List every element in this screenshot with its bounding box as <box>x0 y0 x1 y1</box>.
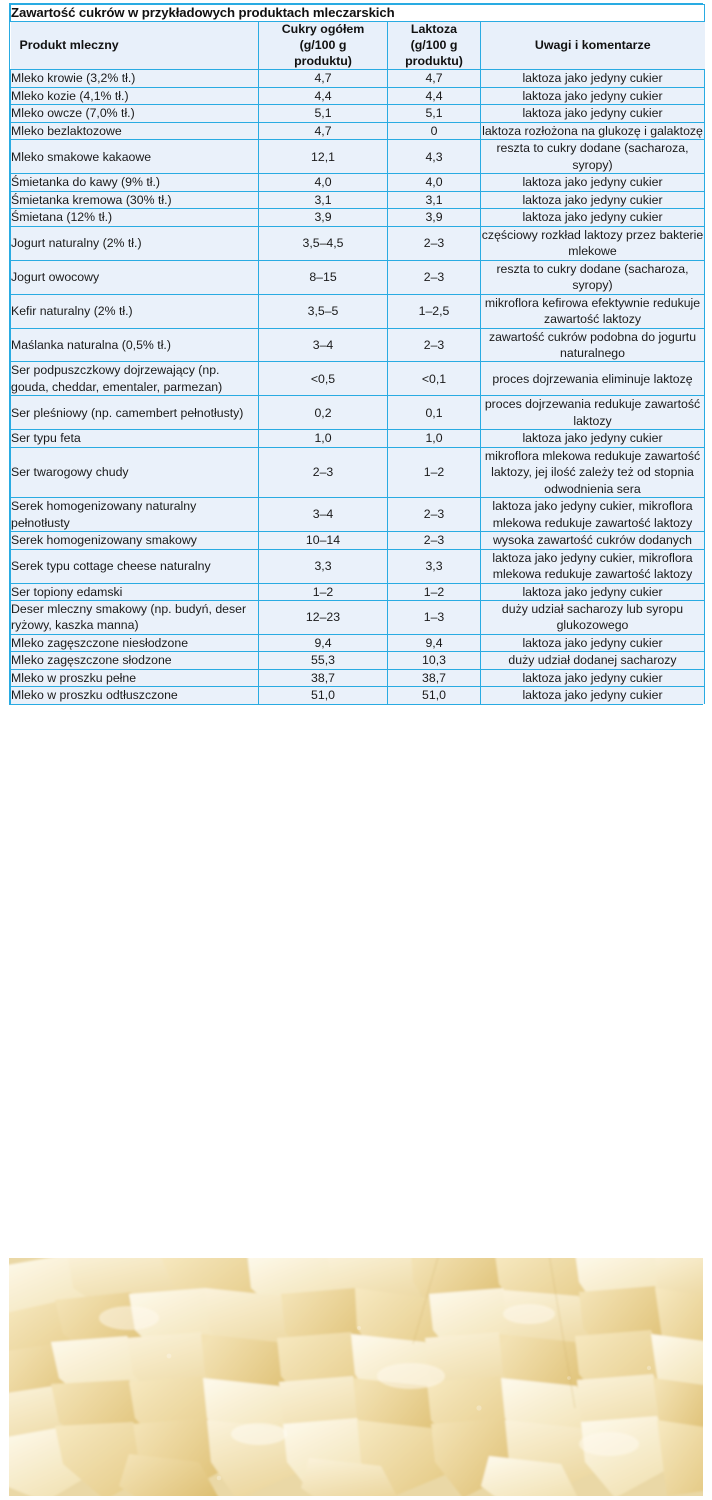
column-header-total-sugars <box>259 21 388 70</box>
table-row <box>11 669 705 686</box>
cell-notes: wysoka zawartość cukrów dodanych <box>481 532 705 549</box>
cell-total-sugars: 4,4 <box>259 87 388 104</box>
cell-product: Śmietanka kremowa (30% tł.) <box>11 191 259 208</box>
cell-notes: reszta to cukry dodane (sacharoza, syropy) <box>481 260 705 294</box>
cell-total-sugars: 3,1 <box>259 191 388 208</box>
table-header-row <box>11 21 705 70</box>
header-line-2: (g/100 g <box>299 37 347 52</box>
cell-product: Ser podpuszczkowy dojrzewający (np. gouda, cheddar, ementaler, parmezan) <box>11 362 259 396</box>
cell-notes: laktoza jako jedyny cukier <box>481 669 705 686</box>
table-row <box>11 396 705 430</box>
cell-product: Serek typu cottage cheese naturalny <box>11 549 259 583</box>
cell-notes: laktoza jako jedyny cukier <box>481 634 705 651</box>
sugar-table-container <box>9 3 703 705</box>
column-header-lactose <box>388 21 481 70</box>
cell-product: Mleko bezlaktozowe <box>11 122 259 139</box>
cell-lactose: 1–2 <box>388 583 481 600</box>
cell-notes: proces dojrzewania redukuje zawartość laktozy <box>481 396 705 430</box>
table-row <box>11 226 705 260</box>
cell-notes: laktoza jako jedyny cukier, mikroflora mlekowa redukuje zawartość laktozy <box>481 498 705 532</box>
cell-lactose: 3,3 <box>388 549 481 583</box>
table-row <box>11 430 705 447</box>
cell-total-sugars: 2–3 <box>259 447 388 497</box>
cell-lactose: 10,3 <box>388 652 481 669</box>
cell-product: Mleko w proszku odtłuszczone <box>11 687 259 704</box>
cell-lactose: 1,0 <box>388 430 481 447</box>
table-row <box>11 601 705 635</box>
table-body <box>11 70 705 704</box>
table-row <box>11 532 705 549</box>
cell-total-sugars: 3–4 <box>259 328 388 362</box>
table-row <box>11 294 705 328</box>
cell-notes: laktoza jako jedyny cukier <box>481 191 705 208</box>
header-line-3: produktu) <box>294 53 352 68</box>
cell-product: Kefir naturalny (2% tł.) <box>11 294 259 328</box>
table-row <box>11 549 705 583</box>
cell-product: Mleko smakowe kakaowe <box>11 140 259 174</box>
table-row <box>11 583 705 600</box>
table-title-row <box>11 5 705 22</box>
cell-lactose: 4,4 <box>388 87 481 104</box>
cell-product: Ser topiony edamski <box>11 583 259 600</box>
cell-lactose: 2–3 <box>388 532 481 549</box>
cell-lactose: 0 <box>388 122 481 139</box>
column-header-product: Produkt mleczny <box>11 21 259 70</box>
cell-notes: laktoza jako jedyny cukier <box>481 430 705 447</box>
cell-notes: mikroflora kefirowa efektywnie redukuje zawartość laktozy <box>481 294 705 328</box>
cell-lactose: 51,0 <box>388 687 481 704</box>
cell-product: Serek homogenizowany smakowy <box>11 532 259 549</box>
column-header-notes: Uwagi i komentarze <box>481 21 705 70</box>
cell-product: Serek homogenizowany naturalny pełnotłusty <box>11 498 259 532</box>
cell-notes: mikroflora mlekowa redukuje zawartość laktozy, jej ilość zależy też od stopnia odwodnienia sera <box>481 447 705 497</box>
cell-lactose: 38,7 <box>388 669 481 686</box>
table-row <box>11 362 705 396</box>
cell-notes: laktoza jako jedyny cukier, mikroflora mlekowa redukuje zawartość laktozy <box>481 549 705 583</box>
cell-total-sugars: 8–15 <box>259 260 388 294</box>
cell-product: Mleko owcze (7,0% tł.) <box>11 105 259 122</box>
cell-product: Jogurt owocowy <box>11 260 259 294</box>
cell-notes: częściowy rozkład laktozy przez bakterie mlekowe <box>481 227 704 259</box>
cell-lactose: <0,1 <box>388 362 481 396</box>
cell-total-sugars: 3–4 <box>259 498 388 532</box>
cell-lactose: 2–3 <box>388 328 481 362</box>
cell-total-sugars: 12,1 <box>259 140 388 174</box>
cell-lactose: 1–3 <box>388 601 481 635</box>
table-row <box>11 87 705 104</box>
table-row <box>11 191 705 208</box>
cell-lactose: 4,0 <box>388 174 481 191</box>
cell-product: Mleko kozie (4,1% tł.) <box>11 87 259 104</box>
cell-product: Śmietanka do kawy (9% tł.) <box>11 174 259 191</box>
cell-lactose: 0,1 <box>388 396 481 430</box>
cell-total-sugars: 4,7 <box>259 70 388 87</box>
table-row <box>11 140 705 174</box>
cell-lactose: 2–3 <box>388 226 481 260</box>
cell-product: Śmietana (12% tł.) <box>11 209 259 226</box>
cell-notes: laktoza jako jedyny cukier <box>481 209 705 226</box>
header-line-3: produktu) <box>405 53 463 68</box>
cell-lactose: 4,7 <box>388 70 481 87</box>
cell-notes: laktoza jako jedyny cukier <box>481 687 705 704</box>
cell-total-sugars: 51,0 <box>259 687 388 704</box>
sugar-content-table <box>10 4 705 704</box>
cell-total-sugars: 0,2 <box>259 396 388 430</box>
cell-total-sugars: 5,1 <box>259 105 388 122</box>
cell-total-sugars: 3,9 <box>259 209 388 226</box>
cell-total-sugars: 55,3 <box>259 652 388 669</box>
cell-total-sugars: 38,7 <box>259 669 388 686</box>
cell-notes: laktoza jako jedyny cukier <box>481 70 705 87</box>
cheese-photo <box>9 1258 703 1496</box>
cell-total-sugars: 3,3 <box>259 549 388 583</box>
table-row <box>11 498 705 532</box>
table-row <box>11 634 705 651</box>
table-row <box>11 328 705 362</box>
cell-total-sugars: 12–23 <box>259 601 388 635</box>
cell-lactose: 4,3 <box>388 140 481 174</box>
table-row <box>11 447 705 497</box>
cell-notes: proces dojrzewania eliminuje laktozę <box>481 362 705 396</box>
cell-product: Deser mleczny smakowy (np. budyń, deser ryżowy, kaszka manna) <box>11 601 259 635</box>
table-row <box>11 70 705 87</box>
cell-lactose: 3,9 <box>388 209 481 226</box>
cell-product: Jogurt naturalny (2% tł.) <box>11 226 259 260</box>
cell-notes: duży udział sacharozy lub syropu glukozowego <box>481 601 705 635</box>
table-row <box>11 687 705 704</box>
cell-lactose: 9,4 <box>388 634 481 651</box>
cell-total-sugars: 3,5–4,5 <box>259 226 388 260</box>
cell-notes: duży udział dodanej sacharozy <box>481 652 705 669</box>
header-line-1: Cukry ogółem <box>281 21 365 36</box>
table-row <box>11 652 705 669</box>
cell-total-sugars: 3,5–5 <box>259 294 388 328</box>
cell-lactose: 3,1 <box>388 191 481 208</box>
cell-product: Mleko w proszku pełne <box>11 669 259 686</box>
cell-total-sugars: 1,0 <box>259 430 388 447</box>
cheese-photo-illustration <box>9 1258 703 1496</box>
cell-lactose: 1–2 <box>388 447 481 497</box>
table-row <box>11 105 705 122</box>
cell-notes: laktoza rozłożona na glukozę i galaktozę <box>482 123 703 138</box>
cell-notes: reszta to cukry dodane (sacharoza, syropy) <box>481 140 705 174</box>
cell-total-sugars: 10–14 <box>259 532 388 549</box>
cell-product: Ser pleśniowy (np. camembert pełnotłusty) <box>11 396 259 430</box>
table-row <box>11 122 705 139</box>
cell-notes: laktoza jako jedyny cukier <box>481 174 705 191</box>
table-row <box>11 209 705 226</box>
cell-notes: zawartość cukrów podobna do jogurtu naturalnego <box>481 328 705 362</box>
cell-product: Ser typu feta <box>11 430 259 447</box>
table-row <box>11 260 705 294</box>
cell-product: Ser twarogowy chudy <box>11 447 259 497</box>
cell-notes: laktoza jako jedyny cukier <box>481 105 705 122</box>
cell-total-sugars: 4,7 <box>259 122 388 139</box>
cell-lactose: 2–3 <box>388 260 481 294</box>
cell-product: Maślanka naturalna (0,5% tł.) <box>11 328 259 362</box>
cell-total-sugars: <0,5 <box>259 362 388 396</box>
cell-lactose: 2–3 <box>388 498 481 532</box>
cell-notes: laktoza jako jedyny cukier <box>481 87 705 104</box>
cell-product: Mleko zagęszczone słodzone <box>11 652 259 669</box>
table-row <box>11 174 705 191</box>
cell-total-sugars: 4,0 <box>259 174 388 191</box>
cell-product: Mleko krowie (3,2% tł.) <box>11 70 259 87</box>
cell-product: Mleko zagęszczone niesłodzone <box>11 634 259 651</box>
cell-lactose: 5,1 <box>388 105 481 122</box>
cell-lactose: 1–2,5 <box>388 294 481 328</box>
header-line-1: Laktoza <box>410 21 458 36</box>
header-line-2: (g/100 g <box>410 37 458 52</box>
cell-total-sugars: 9,4 <box>259 634 388 651</box>
cell-total-sugars: 1–2 <box>259 583 388 600</box>
table-title: Zawartość cukrów w przykładowych produktach mleczarskich <box>11 5 705 22</box>
cell-notes: laktoza jako jedyny cukier <box>481 583 705 600</box>
